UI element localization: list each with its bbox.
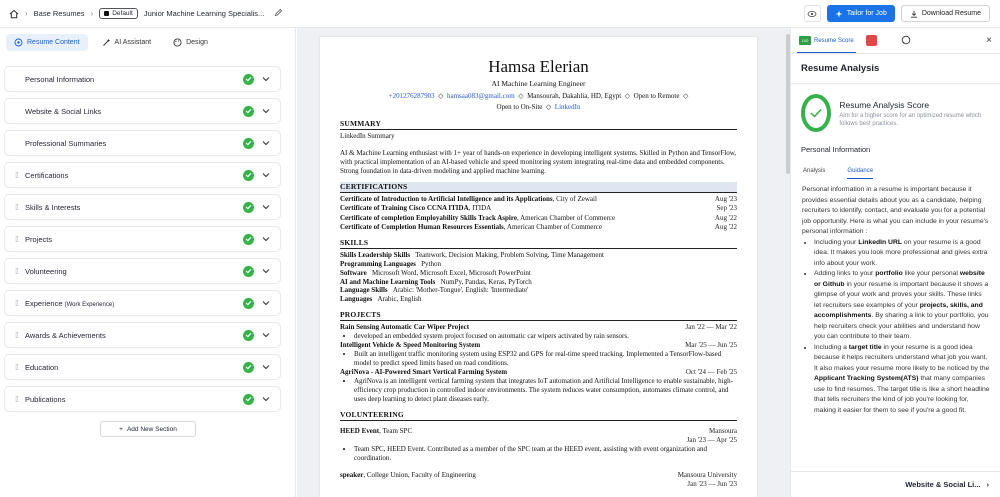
- content-icon: [14, 38, 23, 47]
- project-date: Mar '25 — Jun '25: [685, 341, 737, 350]
- guidance-bullet: [814, 343, 990, 417]
- cert-org: , American Chamber of Commerce: [516, 213, 616, 222]
- project-row: [340, 368, 737, 377]
- project-date: Oct '24 — Feb '25: [685, 367, 737, 376]
- guidance-keyword: LinkedIn URL: [858, 238, 903, 246]
- guidance-text-segment: Including a: [814, 343, 849, 351]
- check-icon: [243, 234, 254, 245]
- analysis-subtabs: [791, 154, 1000, 179]
- chevron-down-icon[interactable]: [262, 235, 270, 243]
- drag-handle-icon[interactable]: ⁞⁞: [15, 394, 18, 404]
- skills-heading: SKILLS: [340, 238, 737, 249]
- chevron-down-icon[interactable]: [262, 203, 270, 211]
- skill-row: [340, 260, 737, 269]
- cert-date: Aug '22: [714, 222, 737, 231]
- skill-row: [340, 278, 737, 287]
- chevron-down-icon[interactable]: [262, 107, 270, 115]
- section-label-text: Certifications: [25, 170, 69, 180]
- linkedin-link[interactable]: LinkedIn: [554, 103, 581, 111]
- tab-resume-content-label: Resume Content: [27, 38, 80, 46]
- section-sublabel: (Work Experience): [64, 301, 115, 308]
- cert-row: [340, 223, 737, 232]
- projects-heading: PROJECTS: [340, 310, 737, 321]
- guidance-text-segment: in your resume is a good idea because it helps recruiters understand what job you want. It also makes your resume more likely to be noticed by the: [814, 343, 990, 372]
- project-name: AgriNova - AI-Powered Smart Vertical Farming System: [340, 367, 508, 376]
- guidance-text-segment: on your resume is a good idea. It makes you look more professional and gives extra info about your work.: [814, 238, 988, 267]
- skill-values: NumPy, Pandas, Keras, PyTorch: [440, 277, 532, 286]
- section-certifications[interactable]: [4, 162, 281, 188]
- cert-entry: [340, 204, 491, 213]
- phone-link[interactable]: +201276287903: [388, 92, 435, 100]
- resume-job-title: AI Machine Learning Engineer: [491, 79, 586, 88]
- drag-handle-icon[interactable]: ⁞⁞: [15, 330, 18, 340]
- tab-design[interactable]: [165, 34, 216, 51]
- volunteer-row: [340, 471, 737, 490]
- volunteer-meta: [687, 427, 737, 446]
- download-resume-button[interactable]: [901, 5, 990, 22]
- chevron-right-icon: ›: [25, 9, 28, 18]
- section-label-text: Awards & Achievements: [25, 330, 106, 340]
- drag-handle-icon[interactable]: ⁞⁞: [15, 234, 18, 244]
- right-panel: [790, 28, 1000, 497]
- top-bar: [0, 0, 1000, 28]
- volunteer-bullets: [354, 445, 737, 463]
- skill-category: AI and Machine Learning Tools: [340, 277, 436, 286]
- check-icon: [243, 138, 254, 149]
- cert-name: Certificate of Introduction to Artificial Intelligence and its Applications: [340, 195, 553, 203]
- badge-icon: [104, 11, 109, 16]
- section-label-text: Education: [25, 362, 59, 372]
- section-list: [0, 56, 295, 412]
- section-label-text: Professional Summaries: [25, 138, 107, 148]
- skill-values: Arabic: 'Mother-Tongue', English: 'Intermediate': [392, 286, 529, 295]
- skill-row: [340, 269, 737, 278]
- edit-pencil-icon[interactable]: [274, 8, 283, 19]
- chevron-right-icon: ›: [90, 9, 94, 18]
- guidance-text: [791, 179, 1000, 416]
- resume-name: Hamsa Elerian: [488, 57, 589, 76]
- project-bullets: [354, 332, 737, 341]
- skill-values: Python: [421, 259, 441, 268]
- volunteer-meta: [678, 471, 737, 490]
- drag-handle-icon[interactable]: ⁞⁞: [15, 298, 18, 308]
- volunteer-org: , Team SPC: [379, 426, 413, 435]
- project-bullets: [354, 377, 737, 403]
- cert-entry: [340, 223, 602, 232]
- tab-resume-score-label: Resume Score: [814, 37, 854, 44]
- skill-row: [340, 286, 737, 295]
- guidance-bullet: [814, 269, 990, 343]
- drag-handle-icon[interactable]: ⁞⁞: [15, 266, 18, 276]
- guidance-text-segment: Adding links to your: [814, 270, 876, 277]
- chevron-down-icon[interactable]: [262, 299, 270, 307]
- section-professional-summaries[interactable]: [4, 130, 281, 156]
- score-ring: [801, 94, 831, 132]
- section-volunteering[interactable]: [4, 258, 281, 284]
- tailor-for-job-button[interactable]: [827, 5, 895, 22]
- cert-name: Certificate of completion Employability Skills Track Aspire: [340, 213, 517, 222]
- guidance-text-segment: like your personal: [902, 270, 960, 277]
- sparkle-icon: [835, 10, 843, 18]
- chevron-down-icon[interactable]: [262, 331, 270, 339]
- chevron-down-icon[interactable]: [262, 171, 270, 179]
- add-new-section-button[interactable]: [100, 421, 196, 437]
- section-label: [25, 235, 243, 244]
- cert-name: Certificate of Training Cisco CCNA ITIDA: [340, 204, 469, 213]
- location-text: Mansourah, Dakahlia, HD, Egypt: [527, 92, 622, 100]
- eye-icon: [807, 10, 817, 18]
- section-label: [25, 171, 243, 180]
- download-label: Download Resume: [921, 10, 981, 17]
- skill-category: Languages: [340, 295, 373, 304]
- preview-eye-button[interactable]: [804, 5, 821, 22]
- section-label-text: Website & Social Links: [25, 106, 102, 116]
- home-icon[interactable]: [8, 8, 19, 19]
- score-card: [791, 84, 1000, 132]
- project-name: Rain Sensing Automatic Car Wiper Project: [340, 322, 470, 331]
- check-icon: [243, 266, 254, 277]
- project-row: [340, 323, 737, 332]
- skill-row: [340, 251, 737, 260]
- default-badge-label: Default: [112, 10, 133, 17]
- tab-ai-assistant[interactable]: [94, 34, 160, 51]
- certifications-heading: CERTIFICATIONS: [340, 182, 737, 193]
- drag-handle-icon[interactable]: ⁞⁞: [15, 202, 18, 212]
- score-title: Resume Analysis Score: [839, 100, 930, 110]
- cert-row: [340, 195, 737, 204]
- guidance-keyword: portfolio: [875, 270, 903, 277]
- resume-title: Junior Machine Learning Specialis...: [143, 9, 265, 18]
- guidance-bullet: [814, 238, 990, 270]
- breadcrumb-base-resumes[interactable]: Base Resumes: [33, 9, 85, 18]
- section-label-text: Personal Information: [25, 74, 95, 84]
- section-awards-achievements[interactable]: [4, 322, 281, 348]
- guidance-text-segment: in your resume is important because it shows a glimpse of your work and proves your skills. These links let recruiters see examples of your: [814, 280, 989, 309]
- cert-date: Sep '23: [716, 204, 737, 213]
- section-label: [25, 395, 243, 404]
- next-section-label: Website & Social Li...: [905, 480, 981, 489]
- volunteer-date: Jan '23 — Jun '23: [687, 480, 737, 489]
- skill-category: Language Skills: [340, 286, 388, 295]
- projects-list: [340, 323, 737, 404]
- section-label-text: Projects: [25, 234, 53, 244]
- tab-ai-assistant-label: AI Assistant: [114, 38, 152, 46]
- skill-values: Microsoft Word, Microsoft Excel, Microsoft PowerPoint: [371, 268, 531, 277]
- chevron-down-icon[interactable]: [262, 267, 270, 275]
- guidance-bullets: [814, 238, 990, 417]
- tailor-label: Tailor for Job: [846, 10, 887, 17]
- section-projects[interactable]: [4, 226, 281, 252]
- left-panel: [0, 28, 296, 497]
- guidance-text-segment: that many companies use to find resumes. The target title is like a short headline that tells recruiters the kind of job you're looking for, making it easier for them to see if you're a good fit.: [814, 375, 990, 414]
- volunteer-bullet: • Team SPC, HEED Event. Contributed as a member of the SPC team at the HEED event, assisting with event organization and coordination.: [354, 445, 737, 463]
- close-icon[interactable]: ×: [986, 35, 992, 46]
- skill-values: Teamwork, Decision Making, Problem Solving, Time Management: [415, 251, 604, 260]
- guidance-intro: Personal information in a resume is important because it provides essential details about you as a candidate, helping recruiters to identify, contact, and evaluate you for a potential job opportunity. Here is what you can include in your resume's personal information :: [802, 186, 989, 235]
- next-section-footer[interactable]: [791, 471, 1000, 497]
- section-label: [25, 75, 243, 84]
- guidance-keyword: website or Github: [814, 270, 985, 288]
- guidance-keyword: target title: [848, 343, 882, 351]
- volunteer-location: Mansoura University: [677, 470, 737, 479]
- check-icon: [243, 106, 254, 117]
- chat-icon[interactable]: [901, 32, 911, 50]
- score-badge: 100: [799, 36, 811, 45]
- alert-icon[interactable]: [866, 35, 877, 46]
- cert-org: , City of Zewail: [552, 195, 597, 203]
- checkmark-icon: [809, 107, 823, 119]
- drag-handle-icon[interactable]: ⁞⁞: [15, 170, 18, 180]
- section-experience[interactable]: [4, 290, 281, 316]
- cert-org: , ITIDA: [468, 204, 492, 213]
- subtab-analysis[interactable]: Analysis: [803, 168, 826, 174]
- default-badge: [99, 8, 138, 19]
- guidance-text-segment: . By sharing a link to your portfolio, you help recruiters check your abilities and understand how you can contribute to their team.: [814, 312, 989, 340]
- cert-entry: [340, 214, 615, 223]
- palette-icon: [173, 38, 182, 47]
- project-date: Jan '22 — Mar '22: [685, 322, 737, 331]
- check-icon: [243, 362, 254, 373]
- summary-text: AI & Machine Learning enthusiast with 1+ year of hands-on experience in developing intelligent systems. Skilled in Python and TensorFlow, with practical implementation of an AI-based vehicle and speed monitoring system integrating real-time data and embedded components. Strong foundation in data-driven modeling and applied machine learning.: [340, 149, 737, 175]
- certifications-list: [340, 195, 737, 232]
- skill-category: Programming Languages: [340, 259, 416, 268]
- guidance-keyword: projects, skills, and accomplishments: [814, 301, 983, 319]
- tab-resume-score[interactable]: [797, 28, 856, 53]
- volunteer-name: HEED Event: [340, 426, 380, 435]
- skill-category: Skills Leadership Skills: [340, 251, 411, 260]
- section-label: [25, 139, 243, 148]
- section-personal-information[interactable]: [4, 66, 281, 92]
- check-icon: [243, 394, 254, 405]
- chevron-right-icon: ›: [986, 480, 989, 489]
- chevron-down-icon[interactable]: [262, 395, 270, 403]
- plus-icon: +: [119, 425, 123, 433]
- score-subtitle: Aim for a higher score for an optimized resume which follows best practices.: [839, 113, 982, 127]
- analysis-title: Resume Analysis: [801, 63, 880, 74]
- cert-date: Aug '23: [714, 195, 737, 203]
- summary-subtitle: LinkedIn Summary: [340, 132, 395, 140]
- cert-entry: [340, 195, 597, 204]
- tab-design-label: Design: [186, 38, 208, 46]
- guidance-keyword: Applicant Tracking System(ATS): [814, 375, 919, 382]
- tab-resume-content[interactable]: [6, 34, 88, 51]
- guidance-text-segment: Including your: [814, 238, 859, 246]
- section-label-text: Publications: [25, 394, 66, 404]
- resume-contact: +201276287903 ◇ hamsaa083@gmail.com ◇ Mansourah, Dakahlia, HD, Egypt ◇ Open to Remote ◇ Open to On-Site ◇ LinkedIn: [388, 92, 689, 111]
- volunteer-name: speaker: [340, 470, 364, 479]
- onsite-text: Open to On-Site: [496, 103, 543, 111]
- cert-org: , American Chamber of Commerce: [503, 222, 602, 231]
- chevron-down-icon[interactable]: [262, 139, 270, 147]
- right-tabs: [791, 28, 1000, 54]
- section-label-text: Volunteering: [25, 266, 67, 276]
- resume-canvas: [297, 28, 790, 497]
- volunteering-list: [340, 427, 737, 490]
- download-icon: [910, 10, 918, 18]
- section-publications[interactable]: [4, 386, 281, 412]
- skill-category: Software: [340, 268, 367, 277]
- skill-row: [340, 295, 737, 304]
- volunteer-entry: [340, 471, 476, 490]
- drag-handle-icon[interactable]: ⁞⁞: [15, 362, 18, 372]
- project-bullet: • developed an embedded system project focused on automatic car wipers activated by rain sensors.: [354, 332, 737, 341]
- project-bullets: [354, 350, 737, 368]
- email-link[interactable]: hamsaa083@gmail.com: [447, 92, 515, 100]
- project-name: Intelligent Vehicle & Speed Monitoring System: [340, 341, 481, 350]
- section-label-text: Skills & Interests: [25, 202, 81, 212]
- remote-text: Open to Remote: [633, 92, 680, 100]
- volunteer-row: [340, 427, 737, 446]
- section-label: [25, 267, 243, 276]
- left-tabs: [0, 28, 295, 56]
- project-row: [340, 341, 737, 350]
- cert-date: Aug '22: [714, 213, 737, 222]
- add-new-section-label: Add New Section: [126, 425, 177, 433]
- volunteer-org: , College Union, Faculty of Engineering: [363, 470, 476, 479]
- summary-heading: SUMMARY: [340, 119, 737, 130]
- section-skills-interests[interactable]: [4, 194, 281, 220]
- cert-name: Certificate of Completion Human Resources Essentials: [340, 222, 504, 231]
- check-icon: [243, 330, 254, 341]
- project-bullet: • AgriNova is an intelligent vertical farming system that integrates IoT automation and Artificial Intelligence to enable sustainable, high-efficiency crop production in controlled indoor environments. The system reduces water consumption, automates climate control, and uses deep learning to detect plant diseases early.: [354, 377, 737, 403]
- section-label: [25, 331, 243, 340]
- skill-values: Arabic, English: [377, 295, 422, 304]
- subtab-guidance[interactable]: Guidance: [847, 168, 873, 179]
- volunteer-entry: [340, 427, 412, 446]
- cert-row: [340, 204, 737, 213]
- chevron-down-icon[interactable]: [262, 363, 270, 371]
- section-label-text: Experience: [25, 298, 63, 308]
- section-label: [25, 299, 243, 308]
- magic-wand-icon: [102, 38, 111, 47]
- volunteering-heading: VOLUNTEERING: [340, 410, 737, 421]
- check-icon: [243, 74, 254, 85]
- section-label: [25, 203, 243, 212]
- volunteer-date: Jan '23 — Apr '25: [686, 435, 737, 444]
- skills-list: [340, 251, 737, 304]
- section-label: [25, 363, 243, 372]
- resume-page: [320, 37, 757, 497]
- volunteer-location: Mansoura: [709, 426, 737, 435]
- check-icon: [243, 170, 254, 181]
- section-label: [25, 107, 243, 116]
- cert-row: [340, 214, 737, 223]
- section-website-social-links[interactable]: [4, 98, 281, 124]
- project-bullet: • Built an intelligent traffic monitoring system using ESP32 and GPS for real-time speed tracking. Implemented a TensorFlow-based model to predict speed limits based on road conditions.: [354, 350, 737, 368]
- section-education[interactable]: [4, 354, 281, 380]
- check-icon: [243, 202, 254, 213]
- analysis-section-title: Personal Information: [801, 145, 871, 154]
- check-icon: [243, 298, 254, 309]
- chevron-down-icon[interactable]: [262, 75, 270, 83]
